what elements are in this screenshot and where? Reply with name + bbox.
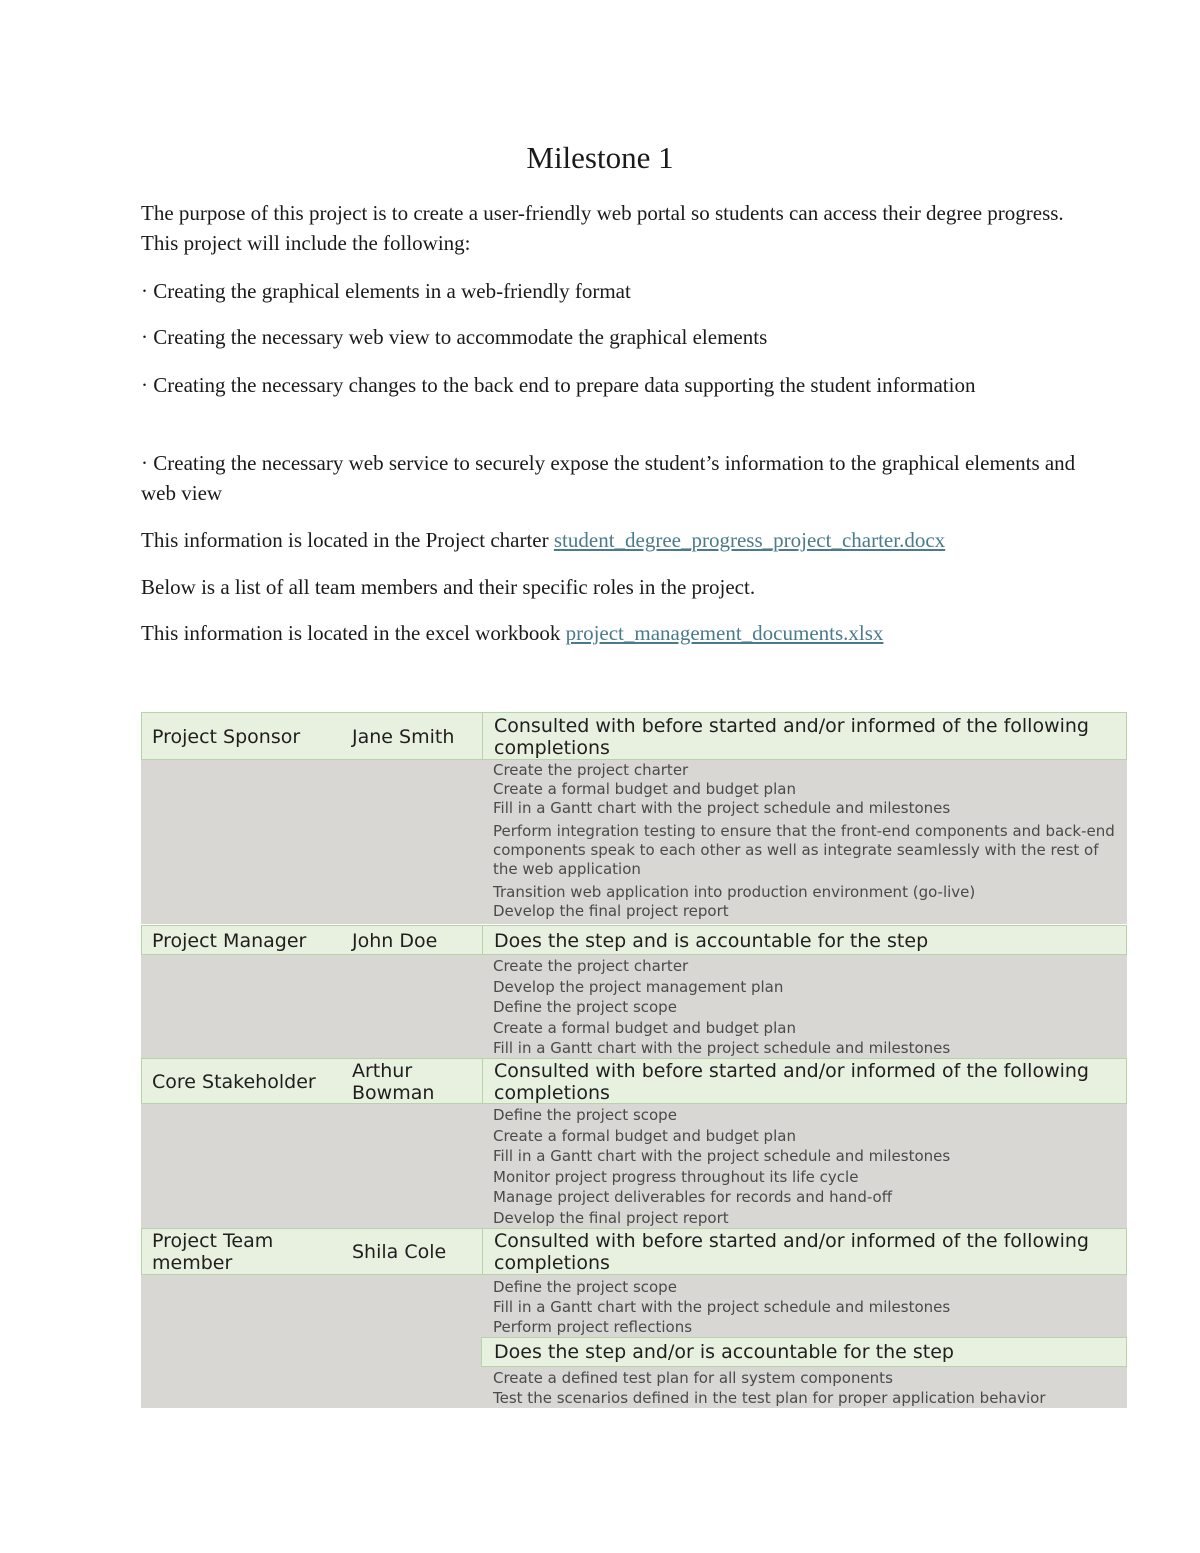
task-item: Perform project reflections — [493, 1318, 693, 1336]
role-label: Core Stakeholder — [152, 1071, 316, 1093]
task-item: Fill in a Gantt chart with the project schedule and milestones — [493, 1147, 951, 1165]
responsibility-label: Consulted with before started and/or informed of the following completions — [494, 1060, 1089, 1104]
task-list — [493, 761, 1123, 921]
member-name: Arthur Bowman — [352, 1060, 435, 1104]
responsibility-label: Does the step and is accountable for the step — [494, 930, 929, 952]
page-title: Milestone 1 — [526, 140, 674, 175]
task-block-stakeholder — [141, 1104, 1127, 1228]
task-item: Develop the project management plan — [493, 977, 784, 996]
role-label: Project Team member — [152, 1230, 274, 1274]
charter-line — [141, 525, 1081, 555]
task-block-team-member — [141, 1275, 1127, 1408]
task-list — [493, 1105, 1123, 1228]
task-item: Develop the final project report — [493, 902, 729, 920]
member-name: Shila Cole — [352, 1241, 447, 1263]
task-item: Monitor project progress throughout its life cycle — [493, 1167, 859, 1186]
role-row-team-member — [141, 1228, 1127, 1275]
role-row-stakeholder — [141, 1058, 1127, 1104]
charter-text: This information is located in the Project charter — [141, 528, 554, 552]
responsibility-label: Consulted with before started and/or informed of the following completions — [494, 1230, 1089, 1274]
task-item: Develop the final project report — [493, 1208, 729, 1227]
intro-paragraph: The purpose of this project is to create a user-friendly web portal so students can access their degree progress. This project will include the following: — [141, 201, 1064, 255]
task-item: Create a formal budget and budget plan — [493, 1018, 796, 1037]
task-item: Create a formal budget and budget plan — [493, 1126, 796, 1145]
task-block-manager — [141, 955, 1127, 1058]
task-list — [493, 1368, 1123, 1408]
task-item: Manage project deliverables for records and hand-off — [493, 1188, 893, 1206]
workbook-line — [141, 618, 1081, 648]
task-item: Fill in a Gantt chart with the project schedule and milestones — [493, 1298, 951, 1316]
column-divider — [482, 926, 483, 954]
role-label: Project Manager — [152, 930, 307, 952]
responsibility-label: Consulted with before started and/or informed of the following completions — [494, 715, 1089, 759]
column-divider — [482, 713, 483, 759]
sub-responsibility-row — [481, 1337, 1127, 1367]
team-line: Below is a list of all team members and their specific roles in the project. — [141, 575, 756, 599]
task-item: Create the project charter — [493, 761, 689, 779]
task-item: Create a defined test plan for all system components — [493, 1369, 893, 1387]
task-list — [493, 1277, 1123, 1337]
member-name: John Doe — [352, 930, 438, 952]
task-block-sponsor — [141, 760, 1127, 924]
task-item: Define the project scope — [493, 998, 677, 1016]
role-row-manager — [141, 925, 1127, 955]
workbook-link[interactable]: project_management_documents.xlsx — [565, 621, 884, 645]
task-item: Create a formal budget and budget plan — [493, 780, 796, 798]
bullet-item: · Creating the necessary web service to securely expose the student’s information to the graphical elements and web view — [141, 451, 1076, 505]
task-item: Create the project charter — [493, 957, 689, 975]
responsibility-label: Does the step and/or is accountable for the step — [494, 1341, 954, 1363]
task-item: Test the scenarios defined in the test plan for proper application behavior — [493, 1389, 1046, 1407]
member-name: Jane Smith — [352, 726, 455, 748]
task-item: Fill in a Gantt chart with the project schedule and milestones — [493, 799, 951, 817]
task-item: Define the project scope — [493, 1278, 677, 1296]
task-item: Perform integration testing to ensure that the front-end components and back-end components speak to each other as well as integrate seamlessly with the rest of the web application — [493, 822, 1115, 878]
bullet-item: · Creating the graphical elements in a web-friendly format — [141, 279, 631, 303]
bullet-item: · Creating the necessary web view to accommodate the graphical elements — [141, 325, 768, 349]
task-item: Transition web application into production environment (go-live) — [493, 883, 976, 901]
task-item: Define the project scope — [493, 1106, 677, 1124]
task-list — [493, 956, 1123, 1059]
task-item: Fill in a Gantt chart with the project schedule and milestones — [493, 1039, 951, 1057]
workbook-text: This information is located in the excel workbook — [141, 621, 566, 645]
role-row-sponsor — [141, 712, 1127, 760]
column-divider — [482, 1229, 483, 1274]
column-divider — [482, 1059, 483, 1103]
charter-link[interactable]: student_degree_progress_project_charter.docx — [553, 528, 946, 552]
bullet-item: · Creating the necessary changes to the back end to prepare data supporting the student information — [141, 373, 976, 397]
role-label: Project Sponsor — [152, 726, 301, 748]
